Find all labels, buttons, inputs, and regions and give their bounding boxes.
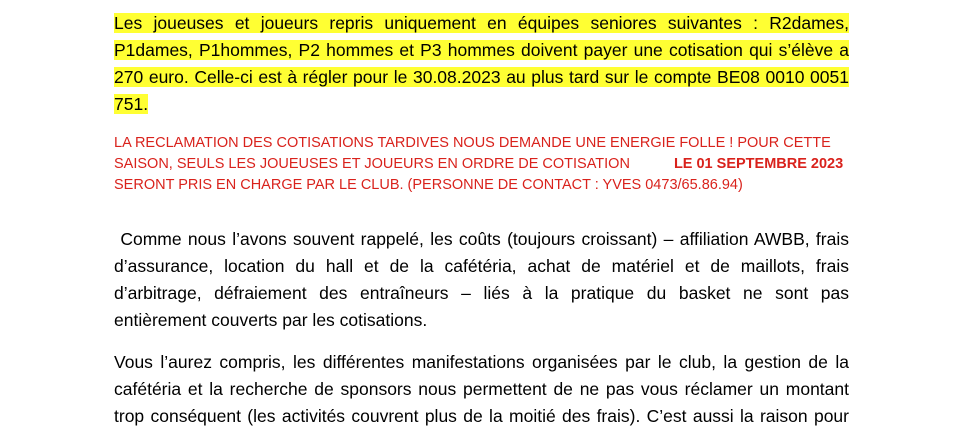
text-line: Vous l’aurez compris, les différentes manifestations organisées par le club, la gestion de la [114, 352, 849, 372]
text-line: cafétéria et la recherche de sponsors nous permettent de ne pas vous réclamer un montant [114, 379, 849, 399]
activities-paragraph [114, 349, 849, 430]
cotisation-paragraph [114, 10, 849, 118]
highlighted-text: 270 euro. Celle-ci est à régler pour le 30.08.2023 au plus tard sur le compte BE08 0010 0051 [114, 67, 849, 87]
highlighted-text: 751. [114, 94, 149, 114]
text-line [114, 64, 849, 91]
text-line: trop conséquent (les activités couvrent plus de la moitié des frais). C’est aussi la raison pour [114, 406, 849, 426]
text-line: entièrement couverts par les cotisations. [114, 310, 428, 330]
notice-line [114, 154, 849, 175]
late-payment-notice [114, 133, 849, 196]
text-line: d’assurance, location du hall et de la cafétéria, achat de matériel et de maillots, frais [114, 256, 849, 276]
highlighted-text: Les joueuses et joueurs repris uniquement en équipes seniores suivantes : R2dames, [114, 13, 849, 33]
text-line [114, 37, 849, 64]
text-line [114, 10, 849, 37]
text-line [114, 91, 849, 118]
highlighted-text: P1dames, P1hommes, P2 hommes et P3 hommes doivent payer une cotisation qui s’élève a [114, 40, 849, 60]
notice-line: LA RECLAMATION DES COTISATIONS TARDIVES NOUS DEMANDE UNE ENERGIE FOLLE ! POUR CETTE [114, 135, 831, 151]
text-line: d’arbitrage, défraiement des entraîneurs – liés à la pratique du basket ne sont pas [114, 283, 849, 303]
notice-text: SAISON, SEULS LES JOUEUSES ET JOUEURS EN ORDRE DE COTISATION [114, 156, 630, 172]
text-line: Comme nous l’avons souvent rappelé, les coûts (toujours croissant) – affiliation AWBB, frais [114, 229, 849, 249]
costs-paragraph [114, 226, 849, 334]
notice-deadline-date: LE 01 SEPTEMBRE 2023 [673, 156, 844, 172]
notice-line: SERONT PRIS EN CHARGE PAR LE CLUB. (PERSONNE DE CONTACT : YVES 0473/65.86.94) [114, 177, 743, 193]
